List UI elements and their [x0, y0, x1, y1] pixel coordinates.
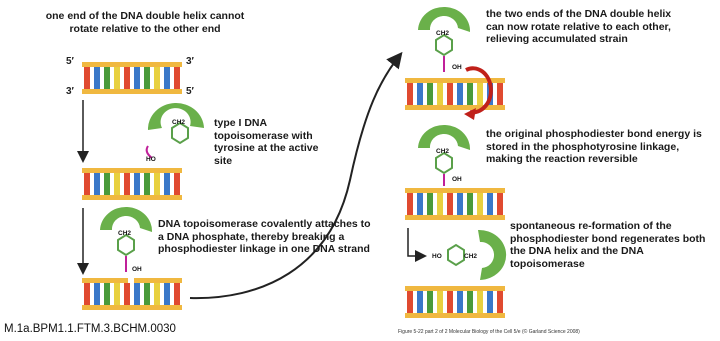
figure-caption: Figure 5-22 part 2 of 2 Molecular Biology of the Cell 5/e (© Garland Science 2008) [398, 329, 580, 335]
ch2-label-2: CH2 [118, 230, 132, 237]
ch2-label: CH2 [172, 119, 186, 126]
dna-helix-intact [82, 62, 182, 94]
topoisomerase-enzyme-rotating [418, 7, 470, 72]
dna-helix-linked [405, 188, 505, 220]
footer-id: M.1a.BPM1.1.FTM.3.BCHM.0030 [4, 323, 176, 335]
label-ends-rotate: the two ends of the DNA double helix can now rotate relative to each other, relieving accumulated strain [486, 8, 672, 45]
three-prime-label: 3′ [186, 56, 194, 67]
ch2-label-5: CH2 [464, 253, 478, 260]
label-helix-end-fixed: one end of the DNA double helix cannot rotate relative to the other end [45, 10, 245, 35]
label-enzyme-intro: type I DNA topoisomerase with tyrosine at the active site [214, 117, 319, 167]
three-prime-label-bottom: 3′ [66, 86, 74, 97]
five-prime-label: 5′ [66, 56, 74, 67]
dna-helix-rotating [405, 68, 505, 120]
label-covalent-attach: DNA topoisomerase covalently attaches to a DNA phosphate, thereby breaking a phosphodiester linkage in one DNA strand [158, 218, 371, 255]
topoisomerase-enzyme-free [147, 103, 204, 158]
topoisomerase-enzyme-attached [100, 207, 152, 272]
ho-label-5: HO [432, 253, 442, 260]
oh-label-4: OH [452, 176, 462, 183]
ho-label: HO [146, 156, 156, 163]
transition-arrow [190, 55, 400, 298]
dna-helix-nicked [82, 278, 182, 310]
label-reform: spontaneous re-formation of the phosphodiester bond regenerates both the DNA helix and the DNA topoisomerase [510, 220, 706, 270]
oh-label-2: OH [132, 266, 142, 273]
label-energy-stored: the original phosphodiester bond energy is stored in the phosphotyrosine linkage, making the reaction reversible [486, 128, 702, 165]
topoisomerase-enzyme-linked [418, 125, 470, 186]
dna-helix-step2 [82, 168, 182, 200]
ch2-label-4: CH2 [436, 148, 450, 155]
backbone-top [82, 62, 182, 67]
dna-helix-resealed [405, 286, 505, 318]
backbone-bottom [82, 89, 182, 94]
topoisomerase-enzyme-released [448, 230, 506, 280]
oh-label-3: OH [452, 64, 462, 71]
five-prime-label-bottom: 5′ [186, 86, 194, 97]
ch2-label-3: CH2 [436, 30, 450, 37]
step-arrow-3 [408, 228, 424, 256]
